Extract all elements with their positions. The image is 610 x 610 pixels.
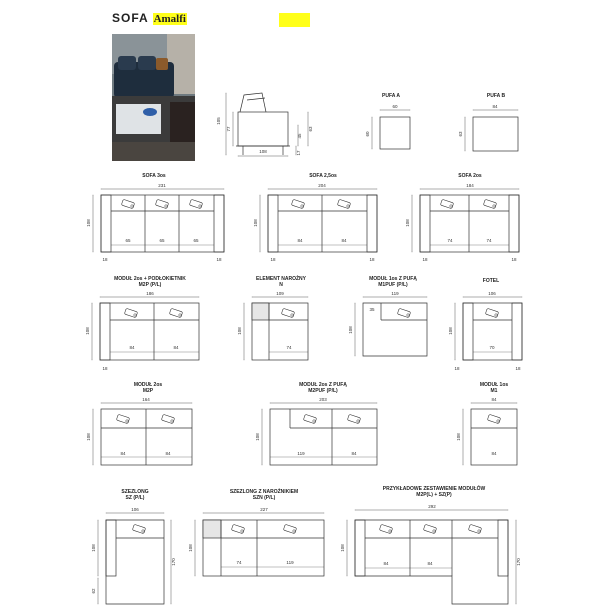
svg-text:119: 119 [391, 291, 399, 296]
label-m2puf: MODUŁ 2os Z PUFĄ M2PUF (P/L) [299, 382, 347, 394]
svg-text:35: 35 [369, 307, 375, 312]
label-combo: PRZYKŁADOWE ZESTAWIENIE MODUŁÓW M2P(L) + SZ(P) [382, 486, 486, 498]
svg-text:186: 186 [146, 291, 154, 296]
sofa-2-drawing [412, 189, 519, 252]
label-sofa-3: SOFA 3os [142, 173, 166, 179]
svg-text:17: 17 [296, 150, 301, 156]
svg-text:74: 74 [486, 238, 492, 243]
svg-text:84: 84 [491, 397, 497, 402]
svg-text:108: 108 [86, 433, 91, 441]
svg-text:108: 108 [237, 327, 242, 335]
svg-text:63: 63 [308, 126, 313, 132]
svg-text:227: 227 [260, 507, 268, 512]
svg-text:45: 45 [297, 133, 302, 139]
svg-text:108: 108 [253, 219, 258, 227]
label-pufa-b: PUFA B [486, 93, 506, 99]
svg-text:74: 74 [286, 345, 292, 350]
svg-text:84: 84 [297, 238, 303, 243]
m1-drawing [463, 403, 517, 465]
svg-text:108: 108 [448, 327, 453, 335]
svg-text:60: 60 [365, 131, 370, 137]
svg-text:84: 84 [341, 238, 347, 243]
label-sofa-25: SOFA 2,5os [309, 173, 337, 179]
svg-text:18: 18 [102, 366, 108, 371]
m2-drawing [93, 403, 192, 465]
svg-text:18: 18 [515, 366, 521, 371]
svg-text:119: 119 [297, 451, 305, 456]
label-m1puf: MODUŁ 1os Z PUFĄ M1PUF (P/L) [369, 276, 417, 288]
svg-text:108: 108 [188, 544, 193, 552]
label-n: ELEMENT NAROŻNY N [256, 276, 306, 288]
sofa-25-drawing [260, 189, 377, 252]
svg-text:108: 108 [340, 544, 345, 552]
svg-text:170: 170 [171, 558, 176, 566]
svg-text:18: 18 [369, 257, 375, 262]
svg-text:70: 70 [489, 345, 495, 350]
label-szn: SZEZLONG Z NAROŻNIKIEM SZN (P/L) [229, 489, 299, 501]
label-sz: SZEZLONG SZ (P/L) [121, 489, 149, 501]
svg-text:84: 84 [427, 561, 433, 566]
fotel-drawing [455, 297, 522, 360]
svg-text:18: 18 [270, 257, 276, 262]
svg-text:164: 164 [142, 397, 150, 402]
svg-text:203: 203 [319, 397, 327, 402]
n-drawing [244, 297, 308, 360]
label-fotel: FOTEL [482, 278, 500, 284]
svg-text:108: 108 [255, 433, 260, 441]
svg-text:84: 84 [165, 451, 171, 456]
title-word: SOFA [112, 11, 149, 25]
svg-text:108: 108 [86, 219, 91, 227]
svg-text:119: 119 [286, 560, 294, 565]
svg-text:204: 204 [318, 183, 326, 188]
svg-text:170: 170 [516, 558, 521, 566]
svg-text:184: 184 [466, 183, 474, 188]
combo-drawing [347, 510, 516, 604]
label-m2p: MODUŁ 2os + PODŁOKIETNIK M2P (P/L) [114, 276, 186, 288]
m2puf-drawing [262, 403, 377, 465]
svg-text:18: 18 [216, 257, 222, 262]
svg-text:63: 63 [458, 131, 463, 137]
svg-text:84: 84 [351, 451, 357, 456]
szn-drawing [195, 513, 324, 576]
m1puf-drawing [355, 297, 427, 356]
svg-text:84: 84 [491, 451, 497, 456]
side-view-drawing [226, 93, 308, 156]
m2p-drawing [92, 297, 199, 360]
svg-text:18: 18 [511, 257, 517, 262]
svg-text:84: 84 [492, 104, 498, 109]
cushion-icons [116, 199, 500, 533]
svg-text:292: 292 [428, 504, 436, 509]
svg-text:18: 18 [454, 366, 460, 371]
svg-text:84: 84 [383, 561, 389, 566]
label-m1: MODUŁ 1os M1 [479, 382, 509, 394]
svg-text:105: 105 [216, 117, 221, 125]
svg-text:108: 108 [259, 149, 267, 154]
svg-text:108: 108 [348, 326, 353, 334]
svg-text:106: 106 [131, 507, 139, 512]
svg-text:65: 65 [193, 238, 199, 243]
svg-text:231: 231 [158, 183, 166, 188]
model-name: Amalfi [153, 13, 186, 25]
label-sofa-2: SOFA 2os [458, 173, 482, 179]
label-pufa-a: PUFA A [382, 93, 400, 99]
svg-text:18: 18 [102, 257, 108, 262]
svg-text:108: 108 [456, 433, 461, 441]
svg-text:18: 18 [422, 257, 428, 262]
svg-text:62: 62 [91, 588, 96, 594]
pufa-a-drawing [372, 110, 410, 149]
svg-text:109: 109 [276, 291, 284, 296]
svg-text:84: 84 [173, 345, 179, 350]
svg-text:60: 60 [392, 104, 398, 109]
svg-text:65: 65 [125, 238, 131, 243]
svg-text:106: 106 [488, 291, 496, 296]
svg-text:108: 108 [85, 327, 90, 335]
svg-text:74: 74 [447, 238, 453, 243]
svg-text:108: 108 [405, 219, 410, 227]
svg-text:108: 108 [91, 544, 96, 552]
svg-text:84: 84 [129, 345, 135, 350]
svg-text:74: 74 [236, 560, 242, 565]
label-m2: MODUŁ 2os M2P [133, 382, 163, 394]
svg-text:84: 84 [120, 451, 126, 456]
svg-text:65: 65 [159, 238, 165, 243]
pufa-b-drawing [465, 110, 518, 151]
svg-text:77: 77 [226, 126, 231, 132]
